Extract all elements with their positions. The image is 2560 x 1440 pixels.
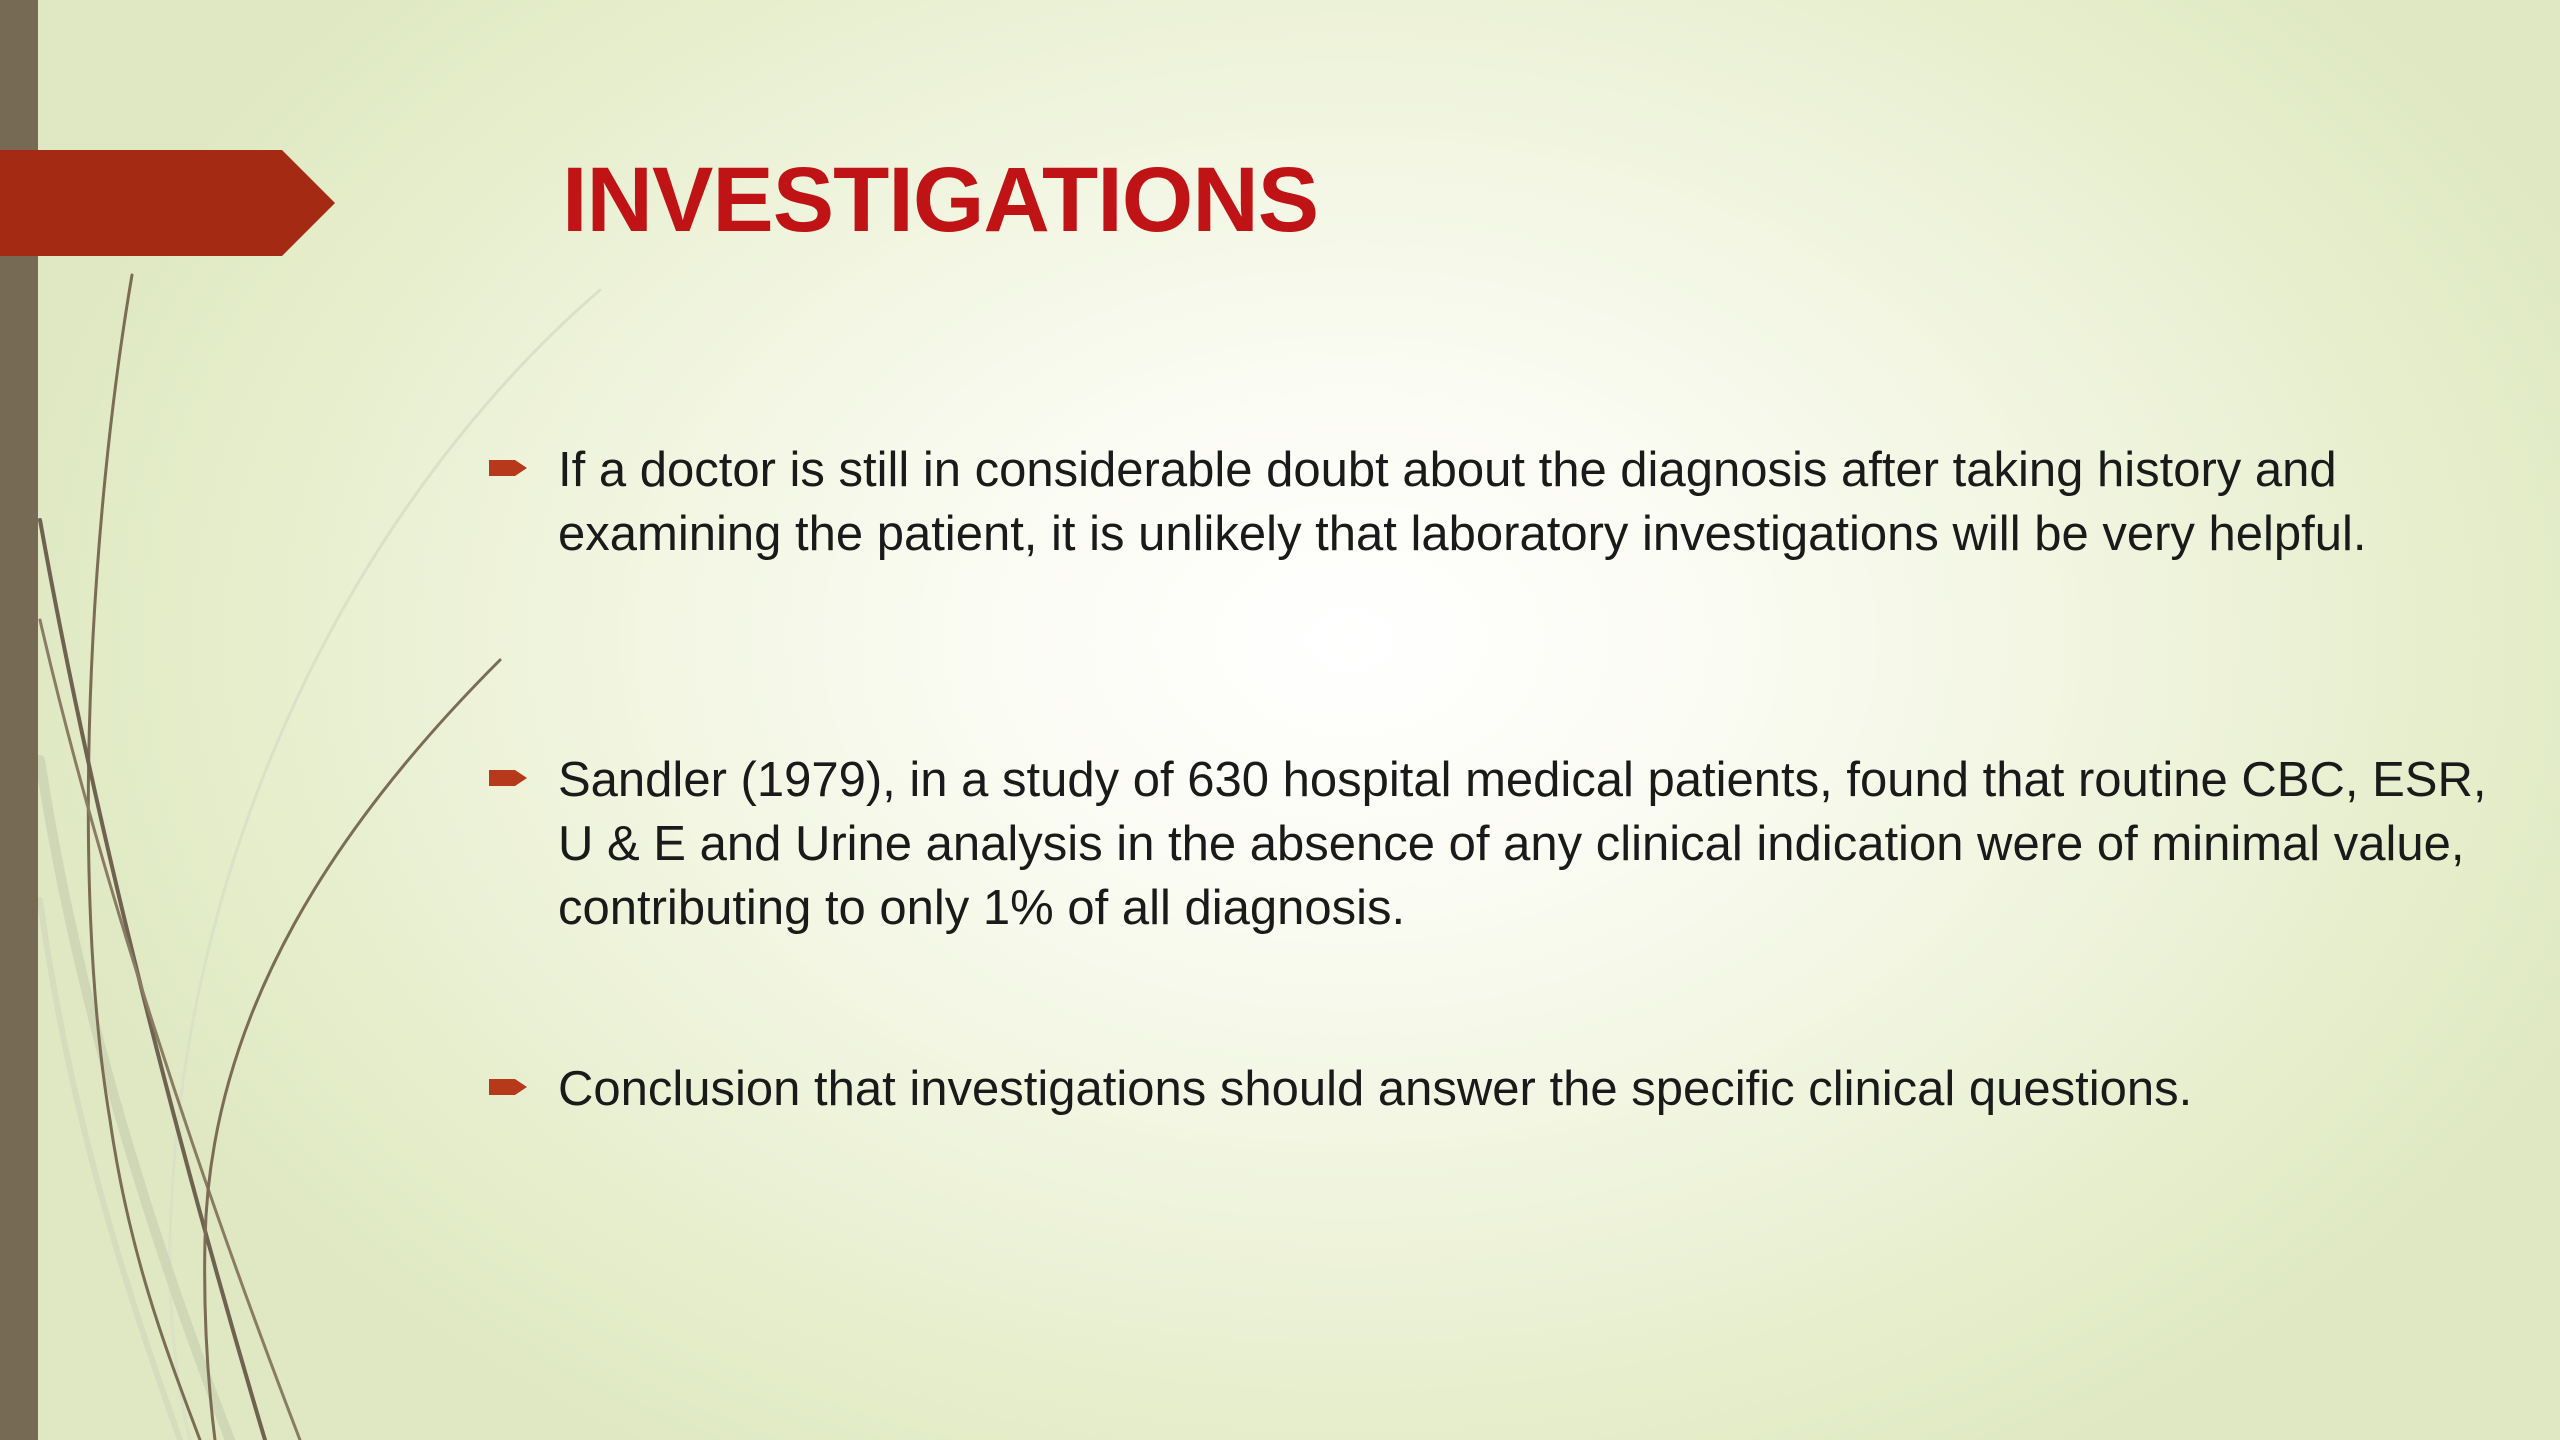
chevron-banner-icon <box>0 150 335 256</box>
bullet-text: Sandler (1979), in a study of 630 hospital medical patients, found that routine CBC, ESR, U & E and Urine analysis in the absence of any clinical indication were of minimal value, contributing to only 1% of all diagnosis. <box>558 753 2487 935</box>
stem-dark-3 <box>40 620 300 1440</box>
stem-pale-3 <box>40 900 180 1440</box>
arrow-bullet-icon <box>489 762 529 794</box>
stem-dark-4 <box>205 660 500 1440</box>
stem-pale-2 <box>40 760 230 1440</box>
arrow-bullet-icon <box>489 452 529 484</box>
stem-dark-1 <box>88 275 200 1440</box>
arrow-bullet-icon <box>489 1071 529 1103</box>
slide-title: INVESTIGATIONS <box>562 149 1319 251</box>
bullet-text: Conclusion that investigations should answer the specific clinical questions. <box>558 1062 2193 1116</box>
bullet-text: If a doctor is still in considerable doubt about the diagnosis after taking history and examining the patient, it is unlikely that laboratory investigations will be very helpful. <box>558 443 2367 561</box>
